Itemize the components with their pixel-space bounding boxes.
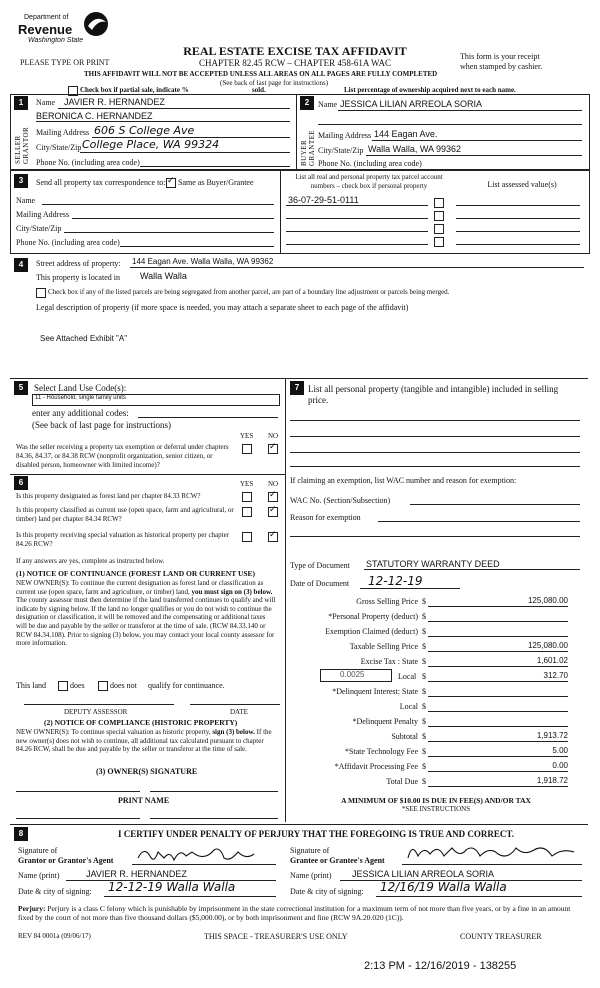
does-not-checkbox[interactable] [98, 681, 108, 691]
section-1-number: 1 [14, 96, 28, 110]
personal-deduct-input[interactable] [428, 621, 568, 622]
parcel-1[interactable]: 36-07-29-51-0111 [288, 195, 359, 205]
grantor-sig-label-b: Grantor or Grantor's Agent [18, 856, 114, 865]
corr-phone-line [120, 246, 274, 247]
assessed-line-2 [456, 218, 580, 219]
grantee-date-line [376, 896, 582, 897]
parcel-2-checkbox[interactable] [434, 211, 444, 221]
exemption-deduct-input[interactable] [428, 636, 568, 637]
exemption-deduct-label: Exemption Claimed (deduct) [325, 627, 418, 636]
grantee-sig-line [402, 864, 582, 865]
personal-prop-line-3 [290, 452, 580, 453]
excise-state-label: Excise Tax : State [360, 657, 418, 666]
parcel-header: List all real and personal property tax parcel account numbers – check box if personal property [295, 173, 443, 190]
forest-no-checkbox[interactable] [268, 492, 278, 502]
section-5-number: 5 [14, 381, 28, 395]
total-due-label: Total Due [386, 777, 418, 786]
seller-name-1[interactable]: JAVIER R. HERNANDEZ [64, 97, 165, 107]
buyer-mailing-value[interactable]: 144 Eagan Ave. [374, 129, 438, 139]
seller-name2-line [36, 121, 290, 122]
additional-codes-label: enter any additional codes: [32, 408, 129, 418]
please-type: PLEASE TYPE OR PRINT [20, 58, 110, 67]
buyer-city-value[interactable]: Walla Walla, WA 99362 [368, 144, 462, 154]
section-1-2-divider [296, 94, 297, 169]
notice-compliance-title: (2) NOTICE OF COMPLIANCE (HISTORIC PROPERTY) [44, 718, 238, 727]
logo-text-revenue: Revenue [18, 22, 73, 37]
personal-prop-line-4 [290, 466, 580, 467]
county-treasurer: COUNTY TREASURER [460, 932, 542, 941]
seller-city-value[interactable]: College Place, WA 99324 [82, 138, 220, 151]
notice-compliance-text-b: If the new owner(s) does not wish to continue, all additional tax calculated pursuant to chapter 84.26 RCW, shall be due and payable by the seller or transferor at the time of sale. [16, 728, 272, 754]
seller-city-line [80, 152, 290, 153]
doc-date-value[interactable]: 12-12-19 [368, 574, 423, 588]
affidavit-fee-value[interactable]: 0.00 [552, 761, 568, 770]
ownership-note: List percentage of ownership acquired next to each name. [344, 86, 516, 94]
dor-logo-icon [82, 10, 112, 38]
buyer-phone-label: Phone No. (including area code) [318, 159, 422, 168]
buyer-city-label: City/State/Zip [318, 146, 364, 155]
gross-dollar: $ [422, 597, 426, 606]
tech-fee-value[interactable]: 5.00 [552, 746, 568, 755]
located-label: This property is located in [36, 273, 120, 282]
exemption-claim-label: If claiming an exemption, list WAC number and reason for exemption: [290, 476, 517, 485]
notice-continuance-text-a: NEW OWNER(S): To continue the current designation as forest land or classification as current use (open space, farm and agriculture, or timber) land, [16, 579, 264, 596]
local-tax-label: Local [398, 672, 417, 681]
section-6-top-border [10, 474, 286, 475]
notice-continuance-bold: you must sign on (3) below. [191, 587, 273, 596]
taxable-dollar: $ [422, 642, 426, 651]
perjury-text [18, 904, 584, 922]
seller-name-line [58, 108, 290, 109]
parcel-1-checkbox[interactable] [434, 198, 444, 208]
exemption-yes-checkbox[interactable] [242, 444, 252, 454]
corr-mailing-label: Mailing Address [16, 210, 70, 219]
located-value[interactable]: Walla Walla [140, 271, 187, 281]
legal-desc-label: Legal description of property (if more space is needed, you may attach a separate sheet to each page of the affidavit) [36, 303, 409, 312]
local-dollar: $ [422, 672, 426, 681]
forest-land-question: Is this property designated as forest land per chapter 84.33 RCW? [16, 492, 201, 500]
recording-stamp: 2:13 PM - 12/16/2019 - 138255 [364, 960, 517, 972]
grantor-signature[interactable] [134, 842, 274, 866]
see-back-instructions: (See back of last page for instructions) [220, 79, 329, 87]
perjury-body: Perjury is a class C felony which is punishable by imprisonment in the state correctional institution for a maximum term of not more than five years, or by a fine in an amount fixed by the court of not more than five thousand dollars ($5,000.00), or by both imprisonment and fine (RCW 9A.20.020 (1C)). [18, 904, 571, 922]
land-use-label: Select Land Use Code(s): [34, 383, 127, 393]
s6-no-header: NO [268, 480, 279, 488]
minimum-due-note: A MINIMUM OF $10.00 IS DUE IN FEE(S) AND/OR TAX [341, 796, 531, 805]
parcel-4-checkbox[interactable] [434, 237, 444, 247]
s5-yes-header: YES [240, 432, 254, 440]
current-use-question: Is this property classified as current use (open space, farm and agricultural, or timber) land per chapter 84.34 RCW? [16, 506, 234, 523]
personal-prop-line-2 [290, 436, 580, 437]
grantee-name-print[interactable]: JESSICA LILIAN ARREOLA SORIA [352, 869, 495, 879]
total-due-line [428, 786, 568, 787]
personal-property-label: List all personal property (tangible and intangible) included in selling price. [308, 384, 559, 405]
current-use-yes-checkbox[interactable] [242, 507, 252, 517]
delinq-local-input[interactable] [428, 711, 568, 712]
excise-state-line [428, 666, 568, 667]
delinq-local-dollar: $ [422, 702, 426, 711]
partial-sale-label: Check box if partial sale, indicate % [80, 86, 189, 94]
buyer-name-label: Name [318, 100, 338, 109]
certify-statement: I CERTIFY UNDER PENALTY OF PERJURY THAT THE FOREGOING IS TRUE AND CORRECT. [118, 829, 515, 839]
delinq-int-input[interactable] [428, 696, 568, 697]
tech-fee-label: *State Technology Fee [344, 747, 418, 756]
notice-continuance-body [16, 579, 278, 648]
grantee-date-label: Date & city of signing: [290, 887, 364, 896]
corr-city-line [64, 232, 274, 233]
parcel-line-3 [286, 231, 428, 232]
assessed-line-3 [456, 231, 580, 232]
section-6-number: 6 [14, 476, 28, 490]
section-2-number: 2 [300, 96, 314, 110]
does-checkbox[interactable] [58, 681, 68, 691]
sold-label: sold. [252, 86, 266, 94]
seller-name-label: Name [36, 98, 56, 107]
dor-logo [18, 8, 118, 48]
gross-value[interactable]: 125,080.00 [527, 596, 568, 605]
delinq-int-dollar: $ [422, 687, 426, 696]
perjury-label: Perjury: [18, 904, 46, 913]
tech-fee-line [428, 756, 568, 757]
corr-phone-label: Phone No. (including area code) [16, 238, 120, 247]
delinq-local-label: Local [399, 702, 418, 711]
section-4-number: 4 [14, 258, 28, 272]
subtotal-dollar: $ [422, 732, 426, 741]
exempt-dollar: $ [422, 627, 426, 636]
assessed-line-4 [456, 244, 580, 245]
notice-continuance-title: (1) NOTICE OF CONTINUANCE (FOREST LAND OR CURRENT USE) [16, 569, 256, 578]
additional-codes-input[interactable] [138, 417, 278, 418]
excise-dollar: $ [422, 657, 426, 666]
street-label: Street address of property: [36, 259, 121, 268]
local-rate-value: 0.0025 [340, 670, 365, 679]
buyer-mailing-line [372, 140, 582, 141]
parcel-line-4 [286, 244, 428, 245]
logo-text-wa: Washington State [28, 37, 84, 44]
owner-sig-line-1[interactable] [16, 791, 140, 792]
section-3-number: 3 [14, 174, 28, 188]
same-as-buyer-label: Same as Buyer/Grantee [178, 178, 254, 187]
this-land-label: This land [16, 681, 46, 690]
personal-prop-line-1 [290, 420, 580, 421]
delinq-pen-input[interactable] [428, 726, 568, 727]
corr-mailing-line [72, 218, 274, 219]
parcel-line-2 [286, 218, 428, 219]
section-8-number: 8 [14, 827, 28, 841]
buyer-name-1[interactable]: JESSICA LILIAN ARREOLA SORIA [340, 99, 483, 109]
buyer-city-line [366, 155, 582, 156]
delinq-int-label: *Delinquent Interest: State [332, 687, 418, 696]
grantor-name-print[interactable]: JAVIER R. HERNANDEZ [86, 869, 187, 879]
grantee-sig-label-b: Grantee or Grantee's Agent [290, 856, 385, 865]
owner-sig-line-2[interactable] [150, 791, 278, 792]
s5-no-header: NO [268, 432, 279, 440]
section-5-top-border [10, 378, 588, 379]
exemption-no-checkbox[interactable] [268, 444, 278, 454]
forest-yes-checkbox[interactable] [242, 492, 252, 502]
total-dollar: $ [422, 777, 426, 786]
grantee-name-print-label: Name (print) [290, 871, 332, 880]
does-not-label: does not [110, 681, 137, 690]
gross-line [428, 606, 568, 607]
seller-phone-line [140, 166, 290, 167]
same-as-buyer-checkbox[interactable] [166, 178, 176, 188]
wac-label: WAC No. (Section/Subsection) [290, 496, 391, 505]
logo-text-dept: Department of [24, 14, 69, 21]
buyer-mailing-label: Mailing Address [318, 131, 372, 140]
owner-signature-label: (3) OWNER(S) SIGNATURE [96, 767, 198, 776]
delinq-pen-dollar: $ [422, 717, 426, 726]
personal-deduct-label: *Personal Property (deduct) [328, 612, 418, 621]
land-use-see-back: (See back of last page for instructions) [32, 420, 171, 430]
taxable-line [428, 651, 568, 652]
treasurer-only: THIS SPACE - TREASURER'S USE ONLY [204, 932, 348, 941]
buyer-name2-line [318, 124, 582, 125]
corr-name-line [42, 204, 274, 205]
affidavit-fee-label: *Affidavit Processing Fee [334, 762, 418, 771]
form-title: REAL ESTATE EXCISE TAX AFFIDAVIT [183, 44, 407, 58]
form-warning: THIS AFFIDAVIT WILL NOT BE ACCEPTED UNLESS ALL AREAS ON ALL PAGES ARE FULLY COMPLETED [84, 70, 438, 78]
notice-compliance-bold: sign (3) below. [212, 728, 255, 736]
seller-phone-label: Phone No. (including area code) [36, 158, 140, 167]
wac-input[interactable] [410, 504, 580, 505]
print-name-line-1[interactable] [16, 818, 140, 819]
seller-city-label: City/State/Zip [36, 143, 82, 152]
grantor-date-city[interactable]: 12-12-19 Walla Walla [108, 880, 236, 894]
buyer-name-line [338, 110, 582, 111]
see-instructions-note: *SEE INSTRUCTIONS [401, 805, 471, 813]
subtotal-value[interactable]: 1,913.72 [536, 731, 568, 740]
current-use-no-checkbox[interactable] [268, 507, 278, 517]
land-use-value: 11 - Household, single family units [35, 395, 126, 401]
grantor-sig-label-a: Signature of [18, 846, 58, 855]
send-correspondence-label: Send all property tax correspondence to: [36, 178, 166, 187]
parcel-line-1 [286, 205, 428, 206]
notice-compliance-text-a: NEW OWNER(S): To continue special valuation as historic property, [16, 728, 211, 736]
grantor-date-label: Date & city of signing: [18, 887, 92, 896]
receipt-note-2: when stamped by cashier. [460, 62, 543, 71]
form-chapter: CHAPTER 82.45 RCW – CHAPTER 458-61A WAC [199, 58, 391, 68]
deputy-date-line[interactable] [190, 704, 280, 705]
buyer-side-label: BUYER GRANTEE [300, 129, 316, 166]
grantee-signature[interactable] [404, 840, 582, 864]
left-right-divider [285, 378, 286, 822]
taxable-label: Taxable Selling Price [349, 642, 418, 651]
doc-type-line [364, 569, 580, 570]
gross-label: Gross Selling Price [356, 597, 418, 606]
excise-state-value[interactable]: 1,601.02 [536, 656, 568, 665]
s6-yes-header: YES [240, 480, 254, 488]
local-tax-value[interactable]: 312.70 [543, 671, 568, 680]
deputy-sig-line[interactable] [24, 704, 174, 705]
print-name-line-2[interactable] [150, 818, 278, 819]
does-label: does [70, 681, 85, 690]
segregated-label: Check box if any of the listed parcels are being segregated from another parcel, are part of a boundary line adjustment or parcels being merged. [48, 288, 450, 296]
street-line [130, 267, 584, 268]
parcel-3-checkbox[interactable] [434, 224, 444, 234]
deputy-label: DEPUTY ASSESSOR [64, 708, 128, 716]
receipt-note-1: This form is your receipt [460, 52, 540, 61]
print-name-label: PRINT NAME [118, 796, 170, 805]
reason-label: Reason for exemption [290, 513, 361, 522]
grantee-date-city[interactable]: 12/16/19 Walla Walla [380, 880, 507, 894]
seller-mailing-value[interactable]: 606 S College Ave [94, 124, 195, 137]
doc-date-line [360, 588, 460, 589]
doc-type-label: Type of Document [290, 561, 350, 570]
exemption-question: Was the seller receiving a property tax exemption or deferral under chapters 84.36, 84.37, or 84.38 RCW (nonprofit organization, senior citizen, or disabled person, homeowner with limited income)? [16, 443, 229, 469]
notice-continuance-text-b: The county assessor must then determine if the land transferred continues to qualify and will indicate by signing below. If the land no longer qualifies or you do not wish to continue the designation or classification, it will be removed and the compensating or additional taxes will be due and payable by the seller or transferor at the time of sale. (RCW 84.33.140 or RCW 84.34.108). Prior to signing (3) below, you may contact your local county assessor for more information. [16, 596, 276, 648]
rev-number: REV 84 0001a (09/06/17) [18, 932, 91, 940]
grantor-sig-line [132, 864, 276, 865]
doc-date-label: Date of Document [290, 579, 350, 588]
if-yes-instructions: If any answers are yes, complete as instructed below. [16, 557, 165, 565]
seller-side-label: SELLER GRANTOR [14, 126, 30, 164]
section-3-divider [280, 170, 281, 253]
affidavit-fee-line [428, 771, 568, 772]
exhibit-note[interactable]: See Attached Exhibit "A" [40, 334, 128, 343]
grantor-date-line [104, 896, 276, 897]
segregated-checkbox[interactable] [36, 288, 46, 298]
corr-city-label: City/State/Zip [16, 224, 62, 233]
seller-mailing-label: Mailing Address [36, 128, 90, 137]
grantor-name-print-label: Name (print) [18, 871, 60, 880]
historic-question: Is this property receiving special valuation as historical property per chapter 84.26 RCW? [16, 531, 230, 548]
grantee-sig-label-a: Signature of [290, 846, 330, 855]
subtotal-line [428, 741, 568, 742]
reason-input-2[interactable] [290, 536, 580, 537]
doc-type-value[interactable]: STATUTORY WARRANTY DEED [366, 559, 500, 569]
total-due-value[interactable]: 1,918.72 [536, 776, 568, 785]
historic-yes-checkbox[interactable] [242, 532, 252, 542]
taxable-value[interactable]: 125,080.00 [527, 641, 568, 650]
seller-name-2[interactable]: BERONICA C. HERNANDEZ [36, 111, 153, 121]
street-value[interactable]: 144 Eagan Ave. Walla Walla, WA 99362 [132, 257, 274, 266]
deputy-date-label: DATE [230, 708, 248, 716]
notice-compliance-body [16, 728, 278, 754]
assessed-line-1 [456, 205, 580, 206]
reason-input[interactable] [378, 521, 580, 522]
corr-name-label: Name [16, 196, 36, 205]
tech-dollar: $ [422, 747, 426, 756]
historic-no-checkbox[interactable] [268, 532, 278, 542]
section-7-number: 7 [290, 381, 304, 395]
section-8-top-border [10, 824, 588, 825]
local-tax-line [428, 681, 568, 682]
affidavit-dollar: $ [422, 762, 426, 771]
delinq-pen-label: *Delinquent Penalty [352, 717, 418, 726]
personal-dollar: $ [422, 612, 426, 621]
subtotal-label: Subtotal [391, 732, 418, 741]
assessed-header: List assessed value(s) [487, 180, 557, 189]
qualify-label: qualify for continuance. [148, 681, 225, 690]
